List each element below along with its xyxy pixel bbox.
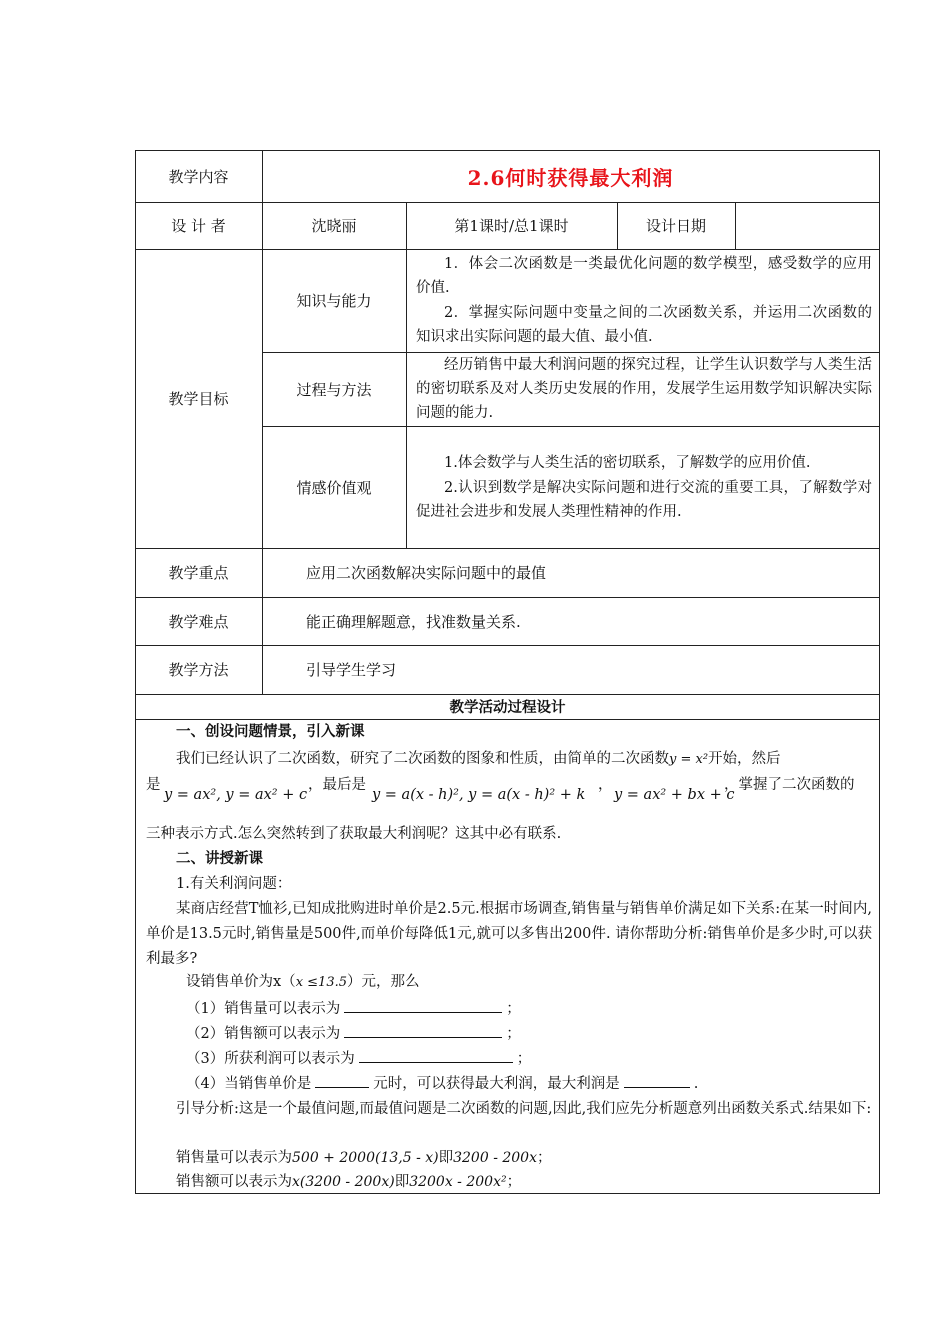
key-point-label: 教学重点 xyxy=(168,564,229,582)
activity-heading: 教学活动过程设计 xyxy=(449,699,566,716)
designer-name: 沈晓丽 xyxy=(311,217,357,235)
intro-line: 三种表示方式.怎么突然转到了获取最大利润呢？这其中必有联系. xyxy=(146,826,562,842)
lesson-title: 2.6何时获得最大利润 xyxy=(467,165,674,190)
method-label: 教学方法 xyxy=(168,661,229,679)
question-line: （3）所获利润可以表示为 ； xyxy=(186,1047,531,1068)
answer-blank[interactable] xyxy=(315,1073,369,1088)
col-divider xyxy=(406,202,407,548)
table-right-border xyxy=(879,150,880,1194)
answer-blank[interactable] xyxy=(344,998,502,1013)
objectives-label: 教学目标 xyxy=(168,390,229,408)
design-date-value xyxy=(735,202,879,249)
problem-text: 某商店经营T恤衫,已知成批购进时单价是2.5元.根据市场调查,销售量与销售单价满足如下关系:在某一时间内,单价是13.5元时,销售量是500件,而单价每降低1元,就可以多售出200件. 请你帮助分析:销售单价是多少时,可以获利最多? xyxy=(146,901,872,967)
formula: y = x² xyxy=(669,752,709,767)
assume-line: 设销售单价为x（x ≤13.5）元，那么 xyxy=(186,974,420,990)
formula: x ≤13.5 xyxy=(295,975,347,990)
answer-blank[interactable] xyxy=(359,1048,513,1063)
question-line: （2）销售额可以表示为 ； xyxy=(186,1022,521,1043)
question-line: （4）当销售单价是 元时，可以获得最大利润，最大利润是 . xyxy=(186,1072,698,1093)
process-text: 经历销售中最大利润问题的探究过程，让学生认识数学与人类生活的密切联系及对人类历史发展的作用，发展学生运用数学知识解决实际问题的能力. xyxy=(416,357,872,421)
section-heading: 二、讲授新课 xyxy=(176,850,263,867)
formula: 3200x - 200x² xyxy=(409,1174,507,1190)
formula: y = ax², y = ax² + c xyxy=(164,787,308,803)
sub-heading: 1.有关利润问题： xyxy=(176,876,292,892)
intro-line: 我们已经认识了二次函数，研究了二次函数的图象和性质，由简单的二次函数y = x²开始，然后 xyxy=(176,751,781,767)
formula: x(3200 - 200x) xyxy=(292,1174,395,1190)
intro-text: ，掌握了二次函数的 xyxy=(724,777,855,793)
difficulty-label: 教学难点 xyxy=(168,612,229,631)
process-label: 过程与方法 xyxy=(296,380,372,399)
knowledge-label: 知识与能力 xyxy=(296,292,372,310)
answer-blank[interactable] xyxy=(344,1023,502,1038)
intro-text: ，最后是 xyxy=(308,777,366,793)
lesson-period: 第1课时/总1课时 xyxy=(454,217,569,235)
key-point-text: 应用二次函数解决实际问题中的最值 xyxy=(306,564,547,582)
design-date-label: 设计日期 xyxy=(645,217,706,235)
emotion-item: 1.体会数学与人类生活的密切联系，了解数学的应用价值. xyxy=(444,455,811,471)
answer-blank[interactable] xyxy=(624,1073,690,1088)
formula: 500 + 2000(13,5 - x) xyxy=(292,1150,439,1166)
designer-label: 设 计 者 xyxy=(171,217,226,235)
formula: 3200 - 200x xyxy=(453,1150,537,1166)
knowledge-item: 1．体会二次函数是一类最优化问题的数学模型，感受数学的应用价值. xyxy=(416,256,872,296)
content-label: 教学内容 xyxy=(168,167,229,186)
formula: y = a(x - h)², y = a(x - h)² + k xyxy=(372,787,586,803)
section-heading: 一、创设问题情景，引入新课 xyxy=(176,723,365,740)
answer-line: 销售额可以表示为x(3200 - 200x)即3200x - 200x²； xyxy=(176,1174,522,1190)
intro-line: 是 xyxy=(146,777,161,793)
method-text: 引导学生学习 xyxy=(306,661,397,679)
intro-text: ， xyxy=(598,777,613,793)
difficulty-text: 能正确理解题意，找准数量关系. xyxy=(306,612,521,631)
guide-text: 引导分析:这是一个最值问题,而最值问题是二次函数的问题,因此,我们应先分析题意列出函数关系式.结果如下: xyxy=(176,1101,872,1117)
emotion-label: 情感价值观 xyxy=(296,478,372,497)
emotion-item: 2.认识到数学是解决实际问题和进行交流的重要工具，了解数学对促进社会进步和发展人类理性精神的作用. xyxy=(416,480,872,520)
knowledge-item: 2．掌握实际问题中变量之间的二次函数关系，并运用二次函数的知识求出实际问题的最大值、最小值. xyxy=(416,305,872,345)
question-line: （1）销售量可以表示为 ； xyxy=(186,997,521,1018)
answer-line: 销售量可以表示为500 + 2000(13,5 - x)即3200 - 200x； xyxy=(176,1150,552,1166)
formula: y = ax² + bx + c xyxy=(614,787,735,803)
table-bottom-border xyxy=(135,1193,880,1194)
